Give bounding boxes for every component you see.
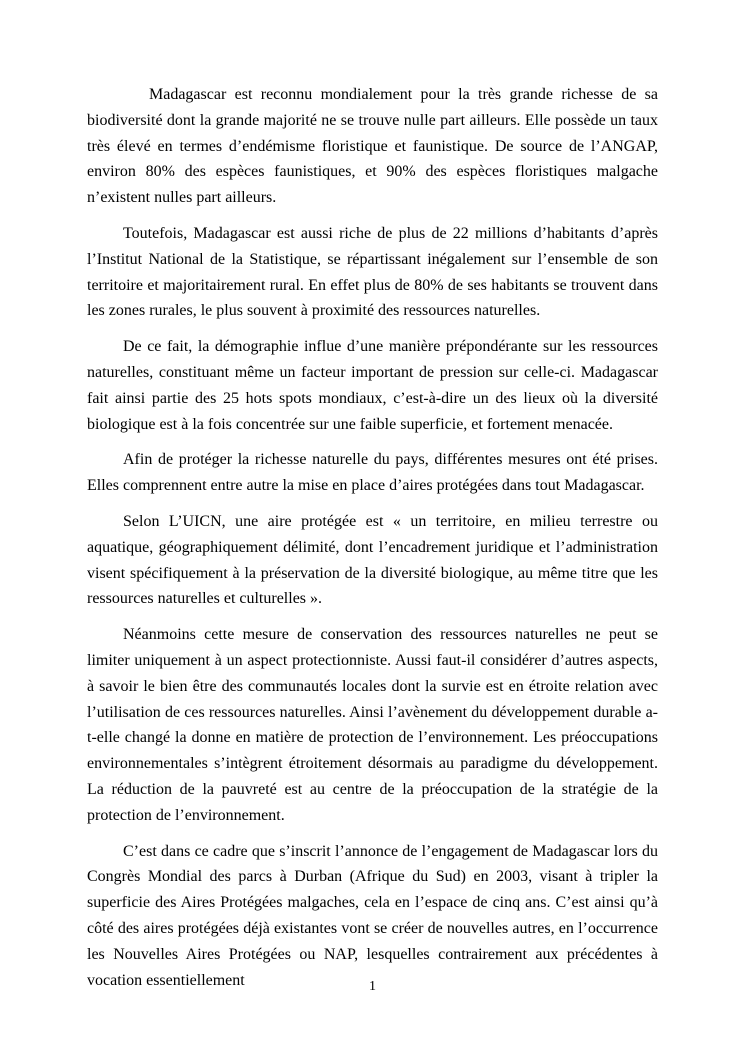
paragraph: C’est dans ce cadre que s’inscrit l’annonce de l’engagement de Madagascar lors du Congrès Mondial des parcs à Durban (Afrique du Sud) en 2003, visant à tripler la superficie des Aires Protégées malgaches, cela en l’espace de cinq ans. C’est ainsi qu’à côté des aires protégées déjà existantes vont se créer de nouvelles autres, en l’occurrence les Nouvelles Aires Protégées ou NAP, lesquelles contrairement aux précédentes à vocation essentiellement bbox=[87, 842, 658, 989]
paragraph: Afin de protéger la richesse naturelle du pays, différentes mesures ont été prises. Elles comprennent entre autre la mise en place d’aires protégées dans tout Madagascar. bbox=[87, 451, 658, 495]
paragraph: Néanmoins cette mesure de conservation des ressources naturelles ne peut se limiter uniquement à un aspect protectionniste. Aussi faut-il considérer d’autres aspects, à savoir le bien être des communautés locales dont la survie est en étroite relation avec l’utilisation de ces ressources naturelles. Ainsi l’avènement du développement durable a-t-elle changé la donne en matière de protection de l’environnement. Les préoccupations environnementales s’intègrent étroitement désormais au paradigme du développement. La réduction de la pauvreté est au centre de la préoccupation de la stratégie de la protection de l’environnement. bbox=[87, 626, 658, 824]
document-body bbox=[87, 82, 658, 1003]
paragraph: De ce fait, la démographie influe d’une manière prépondérante sur les ressources naturelles, constituant même un facteur important de pression sur celle-ci. Madagascar fait ainsi partie des 25 hots spots mondiaux, c’est-à-dire un des lieux où la diversité biologique est à la fois concentrée sur une faible superficie, et fortement menacée. bbox=[87, 338, 658, 433]
paragraph: Toutefois, Madagascar est aussi riche de plus de 22 millions d’habitants d’après l’Institut National de la Statistique, se répartissant inégalement sur l’ensemble de son territoire et majoritairement rural. En effet plus de 80% de ses habitants se trouvent dans les zones rurales, le plus souvent à proximité des ressources naturelles. bbox=[87, 224, 658, 320]
paragraph: Selon L’UICN, une aire protégée est « un territoire, en milieu terrestre ou aquatique, géographiquement délimité, dont l’encadrement juridique et l’administration visent spécifiquement à la préservation de la diversité biologique, au même titre que les ressources naturelles et culturelles ». bbox=[87, 512, 658, 608]
page-footer bbox=[0, 977, 745, 995]
paragraph: Madagascar est reconnu mondialement pour la très grande richesse de sa biodiversité dont la grande majorité ne se trouve nulle part ailleurs. Elle possède un taux très élevé en termes d’endémisme floristique et faunistique. De source de l’ANGAP, environ 80% des espèces faunistiques, et 90% des espèces floristiques malgache n’existent nulles part ailleurs. bbox=[87, 86, 658, 207]
page-number: 1 bbox=[369, 979, 376, 994]
